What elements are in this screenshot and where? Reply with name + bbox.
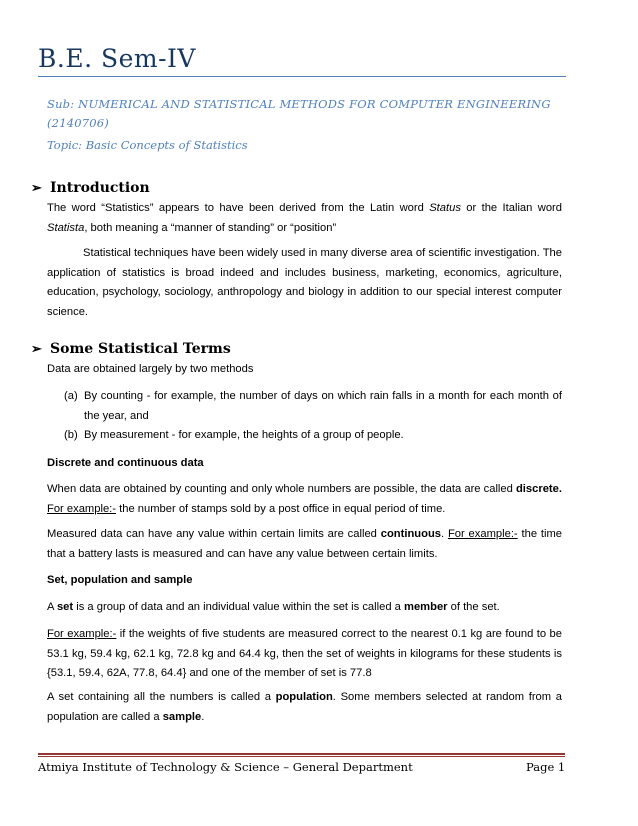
bold-term: discrete. bbox=[515, 483, 562, 495]
bold-term: member bbox=[404, 601, 448, 613]
text-run: . bbox=[201, 710, 205, 723]
bold-term: sample bbox=[162, 710, 202, 723]
text-run: is a group of data and an individual value within the set is called a bbox=[73, 601, 404, 613]
subject-line bbox=[47, 95, 567, 133]
topic-line: Topic: Basic Concepts of Statistics bbox=[47, 138, 248, 152]
bold-term: population bbox=[275, 691, 333, 703]
footer-divider bbox=[38, 753, 565, 755]
list-item-text: By counting - for example, the number of days on which rain falls in a month for each month of the year, and bbox=[84, 390, 562, 422]
subject-code: (2140706) bbox=[47, 116, 109, 130]
text-run: , both meaning a “manner of standing” or “position” bbox=[84, 221, 337, 234]
example-label: For example:- bbox=[447, 528, 518, 540]
bold-term: set bbox=[56, 601, 74, 613]
document-title: B.E. Sem-IV bbox=[38, 44, 196, 73]
list-marker: (b) bbox=[64, 429, 78, 442]
example-label: For example:- bbox=[47, 502, 117, 515]
text-run: . Some members selected at random from a population are called a bbox=[47, 691, 562, 723]
page-number: Page 1 bbox=[526, 760, 566, 774]
example-paragraph bbox=[47, 625, 562, 684]
heading-text: Some Statistical Terms bbox=[50, 341, 231, 357]
methods-list bbox=[64, 387, 562, 446]
subheading-discrete-continuous: Discrete and continuous data bbox=[47, 457, 204, 469]
italic-term: Statista bbox=[47, 221, 85, 234]
title-divider bbox=[38, 76, 566, 77]
footer-institute: Atmiya Institute of Technology & Science – General Department bbox=[38, 760, 413, 774]
list-item bbox=[64, 426, 562, 446]
data-methods-paragraph: Data are obtained largely by two methods bbox=[47, 363, 254, 375]
text-run: the time that a battery lasts is measured and can have any value between certain limits. bbox=[47, 528, 563, 560]
text-run: Measured data can have any value within certain limits are called bbox=[47, 528, 381, 540]
arrow-bullet-icon: ➢ bbox=[31, 181, 42, 196]
text-run: if the weights of five students are measured correct to the nearest 0.1 kg are found to be 53.1 kg, 59.4 kg, 62.1 kg, 72.8 kg and 64.4 kg, then the set of weights in kilograms for these students is {53.1, 59.4, 62A, 77.8, 64.4} and one of the member of set is 77.8 bbox=[47, 628, 562, 680]
discrete-paragraph bbox=[47, 480, 562, 519]
set-paragraph bbox=[47, 598, 562, 618]
text-run: A bbox=[47, 601, 57, 613]
arrow-bullet-icon: ➢ bbox=[31, 342, 42, 357]
heading-text: Introduction bbox=[50, 180, 150, 196]
text-run: The word “Statistics” appears to have been derived from the Latin word bbox=[47, 202, 430, 214]
bold-term: continuous bbox=[380, 528, 441, 540]
italic-term: Status bbox=[429, 202, 461, 214]
continuous-paragraph bbox=[47, 525, 562, 564]
section-heading-statistical-terms bbox=[31, 341, 231, 357]
intro-paragraph-1 bbox=[47, 199, 562, 238]
footer-divider-thin bbox=[38, 756, 565, 757]
text-run: Statistical techniques have been widely used in many diverse area of scientific investigation. The application of statistics is broad indeed and includes business, marketing, economics, agriculture, education, psychology, sociology, anthropology and biology in addition to our special interest computer science. bbox=[47, 247, 562, 318]
text-run: . bbox=[441, 528, 448, 540]
text-run: of the set. bbox=[447, 601, 500, 613]
list-item-text: By measurement - for example, the heights of a group of people. bbox=[84, 429, 404, 442]
subject-name: Sub: NUMERICAL AND STATISTICAL METHODS FOR COMPUTER ENGINEERING bbox=[47, 97, 551, 111]
intro-paragraph-2 bbox=[47, 244, 562, 322]
example-label: For example:- bbox=[47, 628, 117, 640]
population-paragraph bbox=[47, 688, 562, 727]
section-heading-introduction bbox=[31, 180, 150, 196]
text-run: A set containing all the numbers is called a bbox=[47, 691, 276, 703]
text-run: or the Italian word bbox=[460, 202, 562, 214]
list-item bbox=[64, 387, 562, 426]
subheading-set-population-sample: Set, population and sample bbox=[47, 574, 193, 586]
text-run: the number of stamps sold by a post office in equal period of time. bbox=[116, 502, 446, 515]
text-run: When data are obtained by counting and only whole numbers are possible, the data are called bbox=[47, 483, 516, 495]
list-marker: (a) bbox=[64, 390, 78, 402]
